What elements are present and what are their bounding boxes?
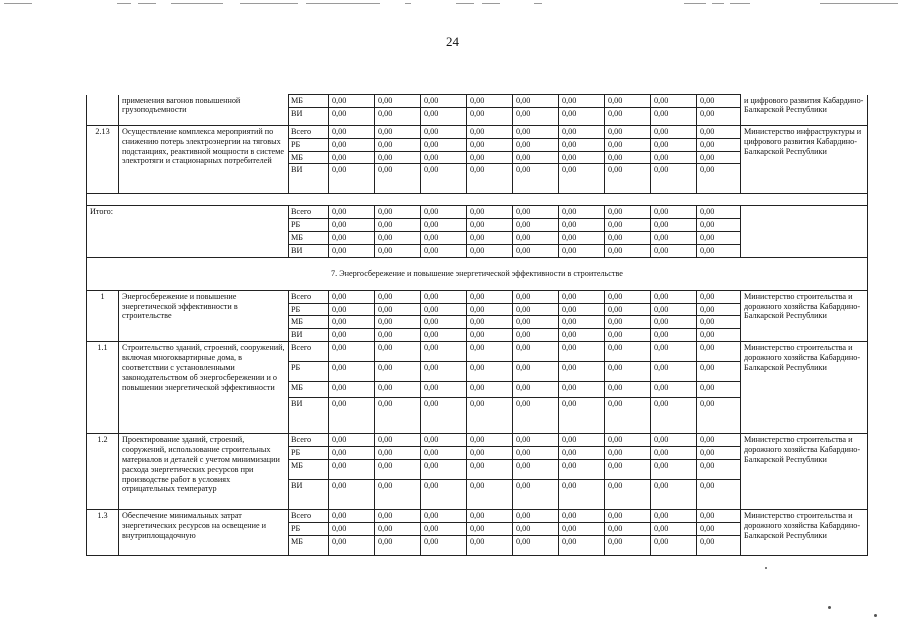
source-label: МБ	[289, 316, 329, 329]
value-cell: 0,00	[513, 206, 559, 219]
value-cell: 0,00	[329, 459, 375, 479]
value-cell: 0,00	[421, 329, 467, 342]
value-cell: 0,00	[421, 290, 467, 303]
value-cell: 0,00	[375, 232, 421, 245]
measure-name: применения вагонов повышенной грузоподъемности	[119, 95, 289, 126]
source-label: ВИ	[289, 244, 329, 257]
value-cell: 0,00	[329, 138, 375, 151]
value-cell: 0,00	[421, 522, 467, 535]
value-cell: 0,00	[697, 446, 741, 459]
value-cell: 0,00	[375, 446, 421, 459]
value-cell: 0,00	[421, 434, 467, 447]
value-cell: 0,00	[467, 303, 513, 316]
value-cell: 0,00	[329, 206, 375, 219]
value-cell: 0,00	[697, 290, 741, 303]
value-cell: 0,00	[329, 244, 375, 257]
value-cell: 0,00	[375, 362, 421, 382]
value-cell: 0,00	[467, 535, 513, 555]
value-cell: 0,00	[559, 244, 605, 257]
value-cell: 0,00	[697, 232, 741, 245]
value-cell: 0,00	[697, 509, 741, 522]
value-cell: 0,00	[559, 459, 605, 479]
value-cell: 0,00	[421, 138, 467, 151]
value-cell: 0,00	[605, 509, 651, 522]
value-cell: 0,00	[559, 535, 605, 555]
page-number: 24	[446, 34, 459, 49]
value-cell: 0,00	[421, 316, 467, 329]
source-label: ВИ	[289, 479, 329, 509]
value-cell: 0,00	[467, 459, 513, 479]
value-cell: 0,00	[605, 479, 651, 509]
value-cell: 0,00	[559, 342, 605, 362]
source-label: РБ	[289, 303, 329, 316]
value-cell: 0,00	[513, 509, 559, 522]
value-cell: 0,00	[467, 479, 513, 509]
value-cell: 0,00	[559, 316, 605, 329]
value-cell: 0,00	[513, 398, 559, 434]
value-cell: 0,00	[421, 398, 467, 434]
value-cell: 0,00	[559, 107, 605, 125]
value-cell: 0,00	[329, 125, 375, 138]
value-cell: 0,00	[605, 316, 651, 329]
value-cell: 0,00	[375, 522, 421, 535]
value-cell: 0,00	[421, 244, 467, 257]
value-cell: 0,00	[375, 535, 421, 555]
value-cell: 0,00	[513, 244, 559, 257]
section-title: 7. Энергосбережение и повышение энергетической эффективности в строительстве	[87, 257, 868, 290]
value-cell: 0,00	[329, 398, 375, 434]
value-cell: 0,00	[697, 522, 741, 535]
value-cell: 0,00	[697, 206, 741, 219]
value-cell: 0,00	[651, 164, 697, 194]
source-label: Всего	[289, 434, 329, 447]
measure-name: Обеспечение минимальных затрат энергетических ресурсов на освещение и внутриплощадочную	[119, 509, 289, 555]
value-cell: 0,00	[651, 342, 697, 362]
value-cell: 0,00	[329, 107, 375, 125]
value-cell: 0,00	[559, 382, 605, 398]
value-cell: 0,00	[513, 164, 559, 194]
value-cell: 0,00	[375, 479, 421, 509]
value-cell: 0,00	[329, 164, 375, 194]
source-label: ВИ	[289, 107, 329, 125]
value-cell: 0,00	[651, 244, 697, 257]
value-cell: 0,00	[605, 232, 651, 245]
value-cell: 0,00	[467, 95, 513, 108]
table-row	[87, 342, 868, 362]
value-cell: 0,00	[697, 479, 741, 509]
value-cell: 0,00	[559, 290, 605, 303]
value-cell: 0,00	[559, 125, 605, 138]
value-cell: 0,00	[559, 509, 605, 522]
value-cell: 0,00	[467, 244, 513, 257]
value-cell: 0,00	[651, 522, 697, 535]
measure-name: Осуществление комплекса мероприятий по снижению потерь электроэнергии на тяговых подстанциях, реактивной мощности в системе электротяги и стационарных потребителей	[119, 125, 289, 194]
source-label: Всего	[289, 290, 329, 303]
value-cell: 0,00	[651, 219, 697, 232]
value-cell: 0,00	[421, 107, 467, 125]
value-cell: 0,00	[697, 434, 741, 447]
source-label: ВИ	[289, 164, 329, 194]
value-cell: 0,00	[651, 329, 697, 342]
value-cell: 0,00	[651, 290, 697, 303]
value-cell: 0,00	[513, 362, 559, 382]
value-cell: 0,00	[421, 382, 467, 398]
value-cell: 0,00	[651, 95, 697, 108]
row-number: 1.1	[87, 342, 119, 434]
value-cell: 0,00	[605, 398, 651, 434]
value-cell: 0,00	[467, 522, 513, 535]
source-label: РБ	[289, 522, 329, 535]
value-cell: 0,00	[559, 329, 605, 342]
value-cell: 0,00	[421, 459, 467, 479]
value-cell: 0,00	[513, 138, 559, 151]
value-cell: 0,00	[697, 382, 741, 398]
value-cell: 0,00	[467, 342, 513, 362]
value-cell: 0,00	[559, 151, 605, 164]
source-label: Всего	[289, 125, 329, 138]
value-cell: 0,00	[513, 95, 559, 108]
value-cell: 0,00	[467, 164, 513, 194]
value-cell: 0,00	[421, 206, 467, 219]
value-cell: 0,00	[651, 125, 697, 138]
row-number	[87, 95, 119, 126]
responsible-executor: и цифрового развития Кабардино-Балкарской Республики	[741, 95, 868, 126]
value-cell: 0,00	[421, 95, 467, 108]
value-cell: 0,00	[421, 342, 467, 362]
section-heading-row	[87, 257, 868, 290]
value-cell: 0,00	[697, 362, 741, 382]
value-cell: 0,00	[651, 434, 697, 447]
value-cell: 0,00	[467, 509, 513, 522]
value-cell: 0,00	[421, 509, 467, 522]
responsible-executor	[741, 206, 868, 257]
row-number: 1	[87, 290, 119, 341]
value-cell: 0,00	[375, 138, 421, 151]
value-cell: 0,00	[513, 125, 559, 138]
value-cell: 0,00	[651, 382, 697, 398]
program-table	[86, 94, 868, 556]
value-cell: 0,00	[513, 303, 559, 316]
value-cell: 0,00	[329, 316, 375, 329]
value-cell: 0,00	[605, 329, 651, 342]
value-cell: 0,00	[329, 232, 375, 245]
value-cell: 0,00	[329, 290, 375, 303]
value-cell: 0,00	[605, 290, 651, 303]
value-cell: 0,00	[375, 316, 421, 329]
value-cell: 0,00	[513, 479, 559, 509]
value-cell: 0,00	[329, 446, 375, 459]
value-cell: 0,00	[559, 398, 605, 434]
table-row	[87, 290, 868, 303]
value-cell: 0,00	[697, 398, 741, 434]
value-cell: 0,00	[697, 316, 741, 329]
responsible-executor: Министерство строительства и дорожного хозяйства Кабардино-Балкарской Республики	[741, 434, 868, 510]
value-cell: 0,00	[559, 138, 605, 151]
value-cell: 0,00	[375, 206, 421, 219]
value-cell: 0,00	[559, 232, 605, 245]
value-cell: 0,00	[651, 398, 697, 434]
table-row	[87, 95, 868, 108]
value-cell: 0,00	[421, 535, 467, 555]
value-cell: 0,00	[651, 151, 697, 164]
value-cell: 0,00	[421, 232, 467, 245]
value-cell: 0,00	[329, 219, 375, 232]
responsible-executor: Министерство строительства и дорожного хозяйства Кабардино-Балкарской Республики	[741, 342, 868, 434]
source-label: Всего	[289, 509, 329, 522]
value-cell: 0,00	[559, 362, 605, 382]
value-cell: 0,00	[513, 459, 559, 479]
value-cell: 0,00	[605, 164, 651, 194]
source-label: МБ	[289, 151, 329, 164]
value-cell: 0,00	[697, 342, 741, 362]
value-cell: 0,00	[375, 164, 421, 194]
value-cell: 0,00	[513, 382, 559, 398]
value-cell: 0,00	[651, 459, 697, 479]
value-cell: 0,00	[513, 535, 559, 555]
value-cell: 0,00	[697, 329, 741, 342]
source-label: МБ	[289, 232, 329, 245]
row-number: 2.13	[87, 125, 119, 194]
value-cell: 0,00	[697, 244, 741, 257]
value-cell: 0,00	[697, 303, 741, 316]
value-cell: 0,00	[605, 95, 651, 108]
value-cell: 0,00	[559, 219, 605, 232]
value-cell: 0,00	[467, 290, 513, 303]
value-cell: 0,00	[329, 362, 375, 382]
value-cell: 0,00	[605, 219, 651, 232]
value-cell: 0,00	[513, 151, 559, 164]
value-cell: 0,00	[467, 362, 513, 382]
value-cell: 0,00	[421, 164, 467, 194]
value-cell: 0,00	[605, 138, 651, 151]
source-label: РБ	[289, 446, 329, 459]
value-cell: 0,00	[651, 509, 697, 522]
source-label: РБ	[289, 219, 329, 232]
value-cell: 0,00	[375, 244, 421, 257]
responsible-executor: Министерство строительства и дорожного хозяйства Кабардино-Балкарской Республики	[741, 290, 868, 341]
table-row	[87, 125, 868, 138]
value-cell: 0,00	[467, 382, 513, 398]
value-cell: 0,00	[375, 151, 421, 164]
value-cell: 0,00	[329, 342, 375, 362]
measure-name: Энергосбережение и повышение энергетической эффективности в строительстве	[119, 290, 289, 341]
value-cell: 0,00	[375, 107, 421, 125]
value-cell: 0,00	[651, 206, 697, 219]
value-cell: 0,00	[329, 509, 375, 522]
value-cell: 0,00	[513, 316, 559, 329]
value-cell: 0,00	[375, 342, 421, 362]
source-label: Всего	[289, 206, 329, 219]
value-cell: 0,00	[559, 206, 605, 219]
value-cell: 0,00	[513, 107, 559, 125]
value-cell: 0,00	[605, 303, 651, 316]
value-cell: 0,00	[421, 362, 467, 382]
responsible-executor: Министерство строительства и дорожного хозяйства Кабардино-Балкарской Республики	[741, 509, 868, 555]
value-cell: 0,00	[605, 244, 651, 257]
value-cell: 0,00	[329, 434, 375, 447]
value-cell: 0,00	[605, 151, 651, 164]
row-number: 1.3	[87, 509, 119, 555]
measure-name: Проектирование зданий, строений, сооружений, использование строительных материалов и деталей с учетом минимизации расхода энергетических ресурсов при производстве работ в условиях отрицательных температур	[119, 434, 289, 510]
value-cell: 0,00	[467, 125, 513, 138]
value-cell: 0,00	[467, 329, 513, 342]
value-cell: 0,00	[697, 125, 741, 138]
value-cell: 0,00	[605, 342, 651, 362]
value-cell: 0,00	[559, 446, 605, 459]
value-cell: 0,00	[329, 382, 375, 398]
value-cell: 0,00	[651, 232, 697, 245]
value-cell: 0,00	[375, 434, 421, 447]
value-cell: 0,00	[375, 125, 421, 138]
value-cell: 0,00	[467, 434, 513, 447]
value-cell: 0,00	[375, 459, 421, 479]
value-cell: 0,00	[697, 95, 741, 108]
value-cell: 0,00	[467, 316, 513, 329]
responsible-executor: Министерство инфраструктуры и цифрового развития Кабардино-Балкарской Республики	[741, 125, 868, 194]
value-cell: 0,00	[605, 434, 651, 447]
value-cell: 0,00	[421, 446, 467, 459]
value-cell: 0,00	[329, 479, 375, 509]
value-cell: 0,00	[513, 232, 559, 245]
value-cell: 0,00	[605, 522, 651, 535]
value-cell: 0,00	[421, 219, 467, 232]
value-cell: 0,00	[375, 219, 421, 232]
value-cell: 0,00	[559, 479, 605, 509]
value-cell: 0,00	[375, 509, 421, 522]
value-cell: 0,00	[329, 329, 375, 342]
table-row	[87, 434, 868, 447]
source-label: ВИ	[289, 329, 329, 342]
value-cell: 0,00	[467, 107, 513, 125]
value-cell: 0,00	[651, 535, 697, 555]
value-cell: 0,00	[697, 151, 741, 164]
value-cell: 0,00	[375, 329, 421, 342]
value-cell: 0,00	[697, 459, 741, 479]
row-number: 1.2	[87, 434, 119, 510]
value-cell: 0,00	[605, 125, 651, 138]
value-cell: 0,00	[651, 107, 697, 125]
value-cell: 0,00	[467, 151, 513, 164]
value-cell: 0,00	[697, 535, 741, 555]
scan-top-edge	[0, 3, 905, 7]
value-cell: 0,00	[651, 479, 697, 509]
value-cell: 0,00	[697, 107, 741, 125]
value-cell: 0,00	[559, 164, 605, 194]
value-cell: 0,00	[421, 125, 467, 138]
source-label: МБ	[289, 382, 329, 398]
value-cell: 0,00	[467, 206, 513, 219]
value-cell: 0,00	[375, 95, 421, 108]
value-cell: 0,00	[513, 329, 559, 342]
value-cell: 0,00	[467, 219, 513, 232]
value-cell: 0,00	[329, 303, 375, 316]
value-cell: 0,00	[651, 316, 697, 329]
measure-name: Строительство зданий, строений, сооружений, включая многоквартирные дома, в соответствии с установленными законодательством об энергосбережении и о повышении энергетической эффективности	[119, 342, 289, 434]
value-cell: 0,00	[559, 522, 605, 535]
value-cell: 0,00	[605, 382, 651, 398]
value-cell: 0,00	[513, 219, 559, 232]
value-cell: 0,00	[329, 535, 375, 555]
table-row	[87, 509, 868, 522]
value-cell: 0,00	[559, 434, 605, 447]
value-cell: 0,00	[375, 398, 421, 434]
value-cell: 0,00	[605, 459, 651, 479]
value-cell: 0,00	[605, 107, 651, 125]
source-label: ВИ	[289, 398, 329, 434]
source-label: МБ	[289, 459, 329, 479]
source-label: МБ	[289, 535, 329, 555]
value-cell: 0,00	[605, 446, 651, 459]
value-cell: 0,00	[513, 434, 559, 447]
value-cell: 0,00	[375, 303, 421, 316]
value-cell: 0,00	[467, 232, 513, 245]
total-label: Итого:	[87, 206, 289, 257]
value-cell: 0,00	[605, 362, 651, 382]
value-cell: 0,00	[513, 522, 559, 535]
value-cell: 0,00	[651, 138, 697, 151]
value-cell: 0,00	[605, 535, 651, 555]
value-cell: 0,00	[559, 303, 605, 316]
value-cell: 0,00	[605, 206, 651, 219]
value-cell: 0,00	[697, 138, 741, 151]
value-cell: 0,00	[329, 95, 375, 108]
value-cell: 0,00	[467, 446, 513, 459]
source-label: РБ	[289, 138, 329, 151]
spacer-row	[87, 194, 868, 206]
value-cell: 0,00	[651, 446, 697, 459]
value-cell: 0,00	[329, 151, 375, 164]
value-cell: 0,00	[513, 446, 559, 459]
value-cell: 0,00	[467, 138, 513, 151]
value-cell: 0,00	[375, 290, 421, 303]
value-cell: 0,00	[467, 398, 513, 434]
value-cell: 0,00	[329, 522, 375, 535]
source-label: Всего	[289, 342, 329, 362]
value-cell: 0,00	[513, 342, 559, 362]
value-cell: 0,00	[421, 479, 467, 509]
value-cell: 0,00	[421, 303, 467, 316]
table-row	[87, 206, 868, 219]
value-cell: 0,00	[559, 95, 605, 108]
value-cell: 0,00	[697, 219, 741, 232]
value-cell: 0,00	[651, 362, 697, 382]
value-cell: 0,00	[651, 303, 697, 316]
value-cell: 0,00	[375, 382, 421, 398]
value-cell: 0,00	[697, 164, 741, 194]
value-cell: 0,00	[421, 151, 467, 164]
value-cell: 0,00	[513, 290, 559, 303]
source-label: РБ	[289, 362, 329, 382]
source-label: МБ	[289, 95, 329, 108]
